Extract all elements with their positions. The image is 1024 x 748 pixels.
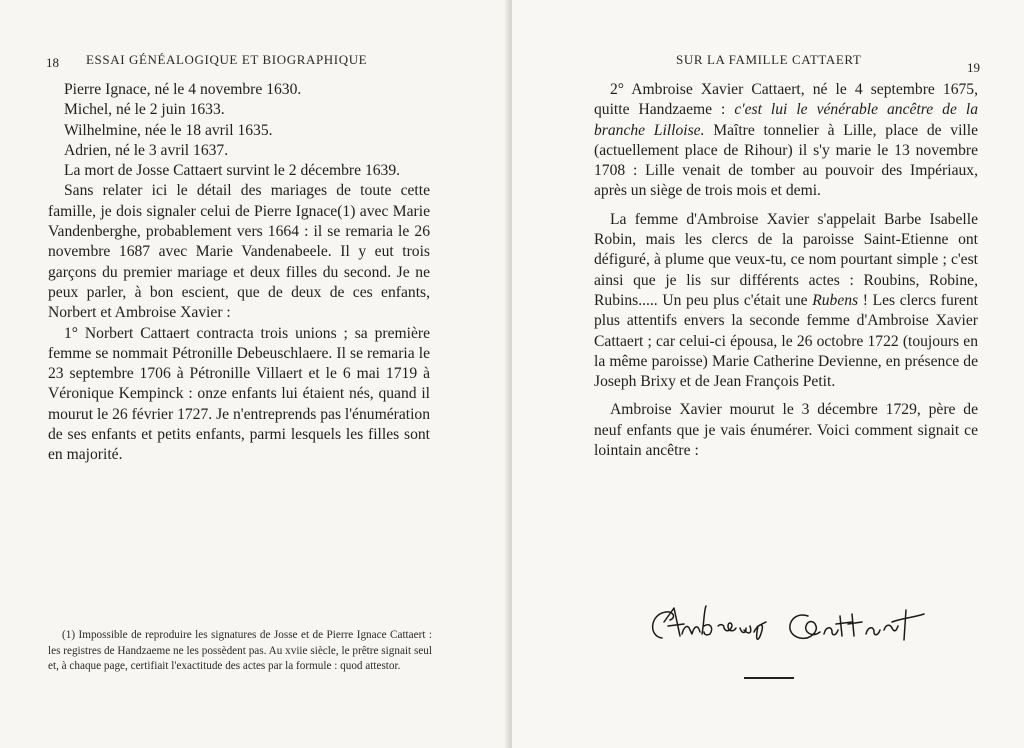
right-page [512,0,1024,748]
list-item: Pierre Ignace, né le 4 novembre 1630. [64,81,302,98]
italic-text: Rubens [812,291,859,309]
paragraph: La mort de Josse Cattaert survint le 2 décembre 1639. [64,162,401,180]
footnote [48,628,432,675]
paragraph: Ambroise Xavier mourut le 3 décembre 1729, père de neuf enfants que je vais énumérer. Voici comment signait ce lointain ancêtre : [594,401,978,460]
list-item: Adrien, né le 3 avril 1637. [64,141,229,159]
right-body-text [594,80,978,461]
paragraph: 1° Norbert Cattaert contracta trois unions ; sa première femme se nommait Pétronille Debeuschlaere. Il se remaria le 23 septembre 1706 à Pétronille Villaert et le 6 mai 1719 à Véronique Kempinck : onze enfants lui étaient nés, quand il mourut le 26 février 1727. Je n'entreprends pas l'énumération de ses enfants et petits enfants, parmi lesquels les filles sont en majorité. [48,324,430,464]
left-running-head: ESSAI GÉNÉALOGIQUE ET BIOGRAPHIQUE [86,52,368,67]
paragraph-text: La femme d'Ambroise Xavier s'appelait Barbe Isabelle Robin, mais les clercs de la paroisse Saint-Etienne ont défiguré, à plume que veux-tu, ce nom pourtant simple ; c'est ainsi que je lis sur différents actes : Roubins, Robine, Rubins..... Un peu plus c'était une [594,210,978,309]
paragraph-text: 2° Ambroise Xavier Cattaert, né le 4 septembre 1675, quitte Handzaeme : [594,81,978,119]
ornament-rule [744,677,794,679]
handwritten-signature [640,596,940,656]
right-page-number: 19 [967,60,980,75]
paragraph [594,80,978,202]
left-page-number: 18 [46,55,59,70]
list-item: Michel, né le 2 juin 1633. [64,101,225,119]
footnote-text: (1) Impossible de reproduire les signatures de Josse et de Pierre Ignace Cattaert : les registres de Handzaeme ne les possèdent pas. Au xviie siècle, le prêtre signait seul et, à chaque page, certifiait l'exactitude des actes par la formule : quod attestor. [48,629,432,673]
left-body-text [48,80,430,466]
left-page [0,0,510,748]
signature-drawing [640,596,940,656]
list-item: Wilhelmine, née le 18 avril 1635. [64,121,273,139]
paragraph-text: Maître tonnelier à Lille, place de ville (actuellement place de Rihour) il s'y marie le 13 novembre 1708 : Lille venait de tomber au pouvoir des Impériaux, après un siège de trois mois et demi. [594,121,979,200]
paragraph: Sans relater ici le détail des mariages de toute cette famille, je dois signaler celui de Pierre Ignace(1) avec Marie Vandenberghe, probablement vers 1664 : il se remaria le 26 novembre 1687 avec Marie Vandenabeele. Il y eut trois garçons du premier mariage et deux filles du second. Je ne peux parler, à bon escient, que de deux de ces enfants, Norbert et Ambroise Xavier : [48,182,430,322]
paragraph-text: ! Les clercs furent plus attentifs envers la seconde femme d'Ambroise Xavier Cattaert ; car celui-ci épousa, le 26 octobre 1722 (toujours en la même paroisse) Marie Catherine Devienne, en présence de Joseph Brixy et de Jean François Petit. [594,291,978,391]
paragraph [594,210,978,393]
italic-text: c'est lui le vénérable ancêtre de la branche Lilloise. [594,101,978,139]
right-running-head: SUR LA FAMILLE CATTAERT [676,52,862,67]
